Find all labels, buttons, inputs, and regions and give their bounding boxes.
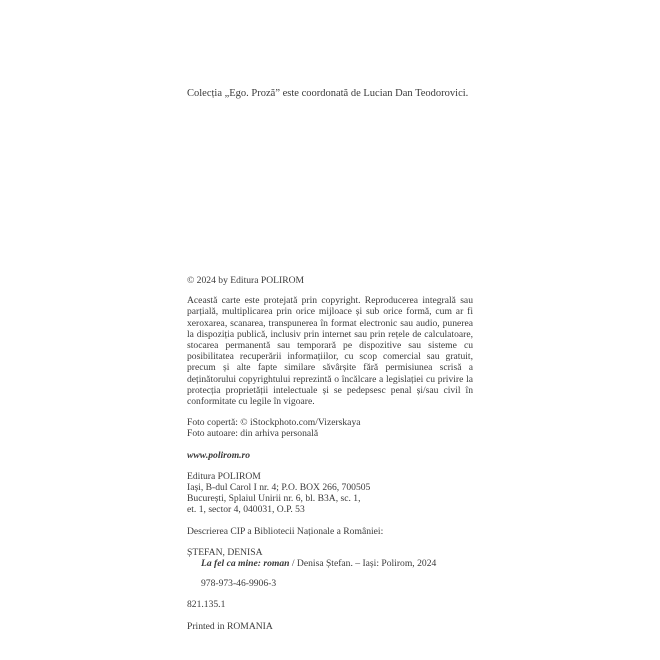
cip-title-line xyxy=(187,558,473,569)
cip-book-title: La fel ca mine: roman xyxy=(201,558,290,570)
cip-classification: 821.135.1 xyxy=(187,599,226,611)
publisher-address-iasi: Iași, B-dul Carol I nr. 4; P.O. BOX 266, 700505 xyxy=(187,482,371,494)
publisher-website: www.polirom.ro xyxy=(187,449,251,461)
cover-photo-credit: Foto copertă: © iStockphoto.com/Vizerskaya xyxy=(187,417,361,429)
cip-heading: Descrierea CIP a Bibliotecii Naționale a României: xyxy=(187,525,384,537)
cip-isbn: 978-973-46-9906-3 xyxy=(201,578,277,590)
publisher-address-bucuresti-2: et. 1, sector 4, 040031, O.P. 53 xyxy=(187,504,305,516)
copyright-line: © 2024 by Editura POLIROM xyxy=(187,275,305,286)
cip-title-rest: / Denisa Ștefan. – Iași: Polirom, 2024 xyxy=(289,558,437,570)
publisher-name: Editura POLIROM xyxy=(187,470,261,482)
printed-in: Printed in ROMANIA xyxy=(187,620,273,632)
cip-author: ȘTEFAN, DENISA xyxy=(187,546,263,558)
author-photo-credit: Foto autoare: din arhiva personală xyxy=(187,428,319,440)
imprint-block xyxy=(187,275,473,632)
copyright-notice: Această carte este protejată prin copyright. Reproducerea integrală sau parțială, multiplicarea prin orice mijloace și sub orice formă, cum ar fi xeroxarea, scanarea, transpunerea în format electronic sau audio, punerea la dispoziția publică, inclusiv prin internet sau prin rețele de calculatoare, stocarea permanentă sau temporară pe dispozitive sau sisteme cu posibilitatea recuperării informațiilor, cu scop comercial sau gratuit, precum și alte fapte similare săvârșite fără permisiunea scrisă a deținătorului copyrightului reprezintă o încălcare a legislației cu privire la protecția proprietății intelectuale și se pedepsesc penal și/sau civil în conformitate cu legile în vigoare. xyxy=(187,295,473,408)
collection-note: Colecția „Ego. Proză” este coordonată de Lucian Dan Teodorovici. xyxy=(187,88,469,99)
publisher-address-bucuresti-1: București, Splaiul Unirii nr. 6, bl. B3A, sc. 1, xyxy=(187,493,361,505)
